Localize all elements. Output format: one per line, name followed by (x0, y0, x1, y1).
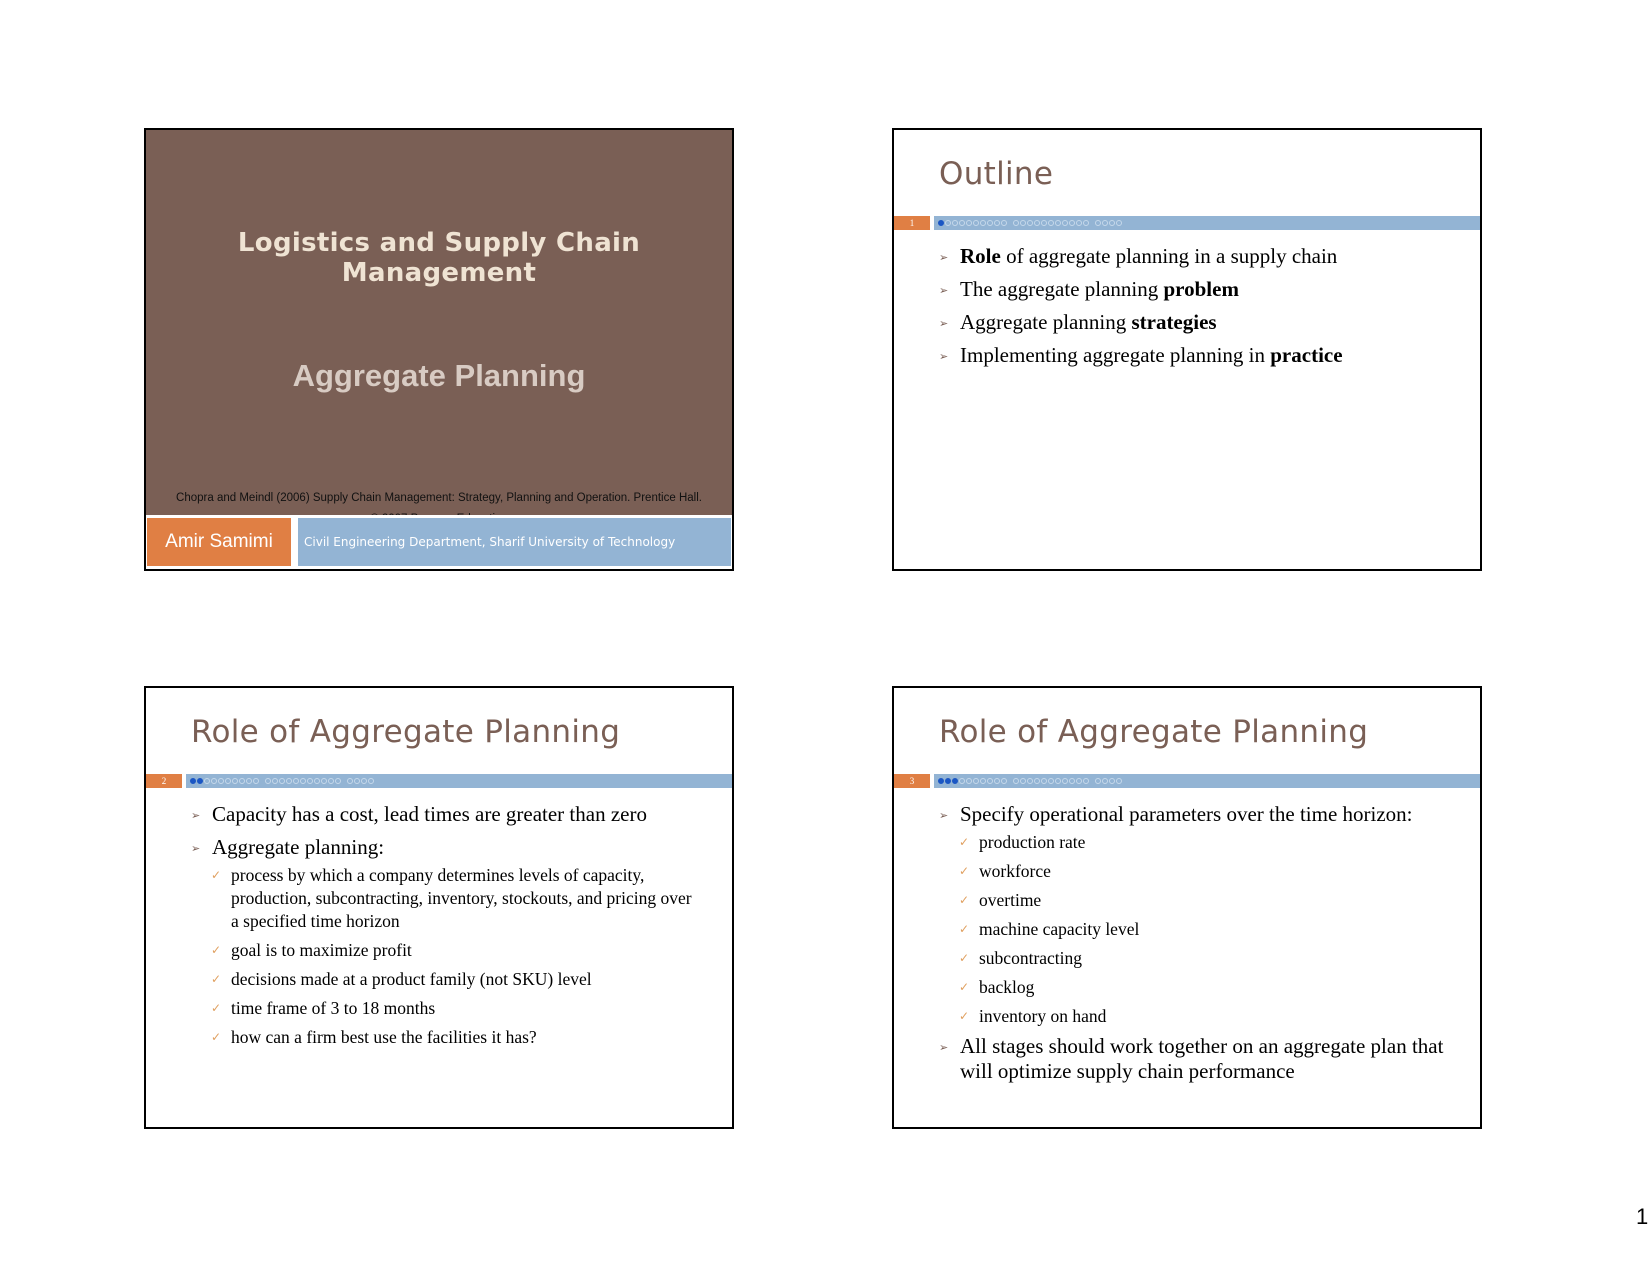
sub-list-item: ✓ backlog (959, 976, 1450, 999)
lecture-title: Aggregate Planning (292, 358, 586, 393)
progress-dot (938, 778, 944, 784)
progress-dot (1095, 220, 1101, 226)
progress-dot (225, 778, 231, 784)
progress-dot (994, 220, 1000, 226)
sub-list-item: ✓ process by which a company determines levels of capacity, production, subcontracting, inventory, stockouts, and pricing over a specified time horizon (211, 864, 702, 933)
progress-dot (959, 778, 965, 784)
progress-dot (1048, 220, 1054, 226)
progress-dot (1102, 220, 1108, 226)
progress-dot (980, 220, 986, 226)
progress-dot (328, 778, 334, 784)
list-item: ➢ Implementing aggregate planning in practice (939, 343, 1450, 368)
department-name: Civil Engineering Department, Sharif University of Technology (298, 518, 731, 566)
progress-dot (239, 778, 245, 784)
progress-dot (1027, 220, 1033, 226)
progress-dot (1095, 778, 1101, 784)
list-item: ➢ Role of aggregate planning in a supply chain (939, 244, 1450, 269)
progress-dot (1020, 778, 1026, 784)
progress-dot (966, 220, 972, 226)
role-slide-1 (144, 686, 734, 1129)
slide-progress-bar (146, 774, 732, 788)
course-title: Logistics and Supply Chain Management (237, 228, 641, 288)
progress-dot (1048, 778, 1054, 784)
progress-dot (272, 778, 278, 784)
progress-dot (1109, 778, 1115, 784)
author-name: Amir Samimi (147, 518, 291, 566)
slide-title: Role of Aggregate Planning (939, 714, 1369, 750)
list-item: ➢ Aggregate planning strategies (939, 310, 1450, 335)
progress-dot (253, 778, 259, 784)
progress-dot (938, 220, 944, 226)
sub-list-item: ✓ decisions made at a product family (not SKU) level (211, 968, 702, 991)
progress-dot (1055, 220, 1061, 226)
role-slide-2 (892, 686, 1482, 1129)
progress-dot (1116, 220, 1122, 226)
progress-dot (1083, 778, 1089, 784)
progress-dot (1034, 220, 1040, 226)
progress-dot (354, 778, 360, 784)
sub-list-item: ✓ subcontracting (959, 947, 1450, 970)
slide-title: Role of Aggregate Planning (191, 714, 621, 750)
progress-dot (1062, 778, 1068, 784)
sub-list-item: ✓ workforce (959, 860, 1450, 883)
progress-dot (1041, 778, 1047, 784)
progress-dot (945, 778, 951, 784)
progress-dot (973, 778, 979, 784)
progress-dot (218, 778, 224, 784)
sub-list-item: ✓ production rate (959, 831, 1450, 854)
progress-dot (1001, 778, 1007, 784)
progress-dot (1020, 220, 1026, 226)
progress-dot (1083, 220, 1089, 226)
progress-dot (361, 778, 367, 784)
title-footer (146, 515, 732, 569)
slide-progress-bar (894, 216, 1480, 230)
sub-list-item: ✓ machine capacity level (959, 918, 1450, 941)
progress-dot (1062, 220, 1068, 226)
progress-dot (1076, 778, 1082, 784)
slide-title: Outline (939, 156, 1054, 192)
progress-strip (934, 216, 1480, 230)
progress-dot (1116, 778, 1122, 784)
progress-dot (1034, 778, 1040, 784)
progress-dot (1041, 220, 1047, 226)
progress-dots (938, 216, 1123, 230)
progress-dot (204, 778, 210, 784)
sub-list-item: ✓ time frame of 3 to 18 months (211, 997, 702, 1020)
outline-slide (892, 128, 1482, 571)
slide-number: 3 (894, 774, 930, 788)
progress-dot (286, 778, 292, 784)
progress-dot (1013, 778, 1019, 784)
progress-dot (347, 778, 353, 784)
list-item: ➢ Capacity has a cost, lead times are greater than zero (191, 802, 702, 827)
progress-dot (1055, 778, 1061, 784)
progress-strip (186, 774, 732, 788)
progress-dot (987, 220, 993, 226)
list-item: ➢ The aggregate planning problem (939, 277, 1450, 302)
progress-dot (1069, 220, 1075, 226)
page-number: 1 (1636, 1204, 1649, 1229)
sub-list-item: ✓ inventory on hand (959, 1005, 1450, 1028)
progress-dot (1027, 778, 1033, 784)
progress-dot (994, 778, 1000, 784)
slide-body (939, 802, 1450, 1092)
progress-dots (190, 774, 375, 788)
progress-dot (211, 778, 217, 784)
progress-dot (190, 778, 196, 784)
progress-dot (307, 778, 313, 784)
progress-dot (980, 778, 986, 784)
progress-dot (1013, 220, 1019, 226)
slide-progress-bar (894, 774, 1480, 788)
list-item: ➢ Aggregate planning: (191, 835, 702, 860)
progress-dot (952, 778, 958, 784)
progress-dot (1076, 220, 1082, 226)
sub-list-item: ✓ overtime (959, 889, 1450, 912)
progress-dot (973, 220, 979, 226)
progress-strip (934, 774, 1480, 788)
progress-dot (335, 778, 341, 784)
progress-dot (1102, 778, 1108, 784)
slide-number: 1 (894, 216, 930, 230)
progress-dot (945, 220, 951, 226)
progress-dot (966, 778, 972, 784)
progress-dot (1069, 778, 1075, 784)
slide-body (191, 802, 702, 1055)
progress-dot (314, 778, 320, 784)
progress-dot (1001, 220, 1007, 226)
progress-dot (321, 778, 327, 784)
progress-dot (265, 778, 271, 784)
list-item: ➢ Specify operational parameters over the time horizon: (939, 802, 1450, 827)
progress-dot (232, 778, 238, 784)
progress-dot (197, 778, 203, 784)
citation-line-1: Chopra and Meindl (2006) Supply Chain Management: Strategy, Planning and Operation. Prentice Hall. (176, 492, 702, 504)
progress-dot (246, 778, 252, 784)
slide-body (939, 244, 1450, 376)
title-slide (144, 128, 734, 571)
sub-list-item: ✓ goal is to maximize profit (211, 939, 702, 962)
progress-dot (368, 778, 374, 784)
progress-dot (959, 220, 965, 226)
progress-dot (1109, 220, 1115, 226)
progress-dot (293, 778, 299, 784)
sub-list-item: ✓ how can a firm best use the facilities it has? (211, 1026, 702, 1049)
progress-dot (952, 220, 958, 226)
list-item: ➢ All stages should work together on an aggregate plan that will optimize supply chain performance (939, 1034, 1450, 1084)
progress-dot (279, 778, 285, 784)
slide-number: 2 (146, 774, 182, 788)
progress-dot (300, 778, 306, 784)
progress-dots (938, 774, 1123, 788)
progress-dot (987, 778, 993, 784)
